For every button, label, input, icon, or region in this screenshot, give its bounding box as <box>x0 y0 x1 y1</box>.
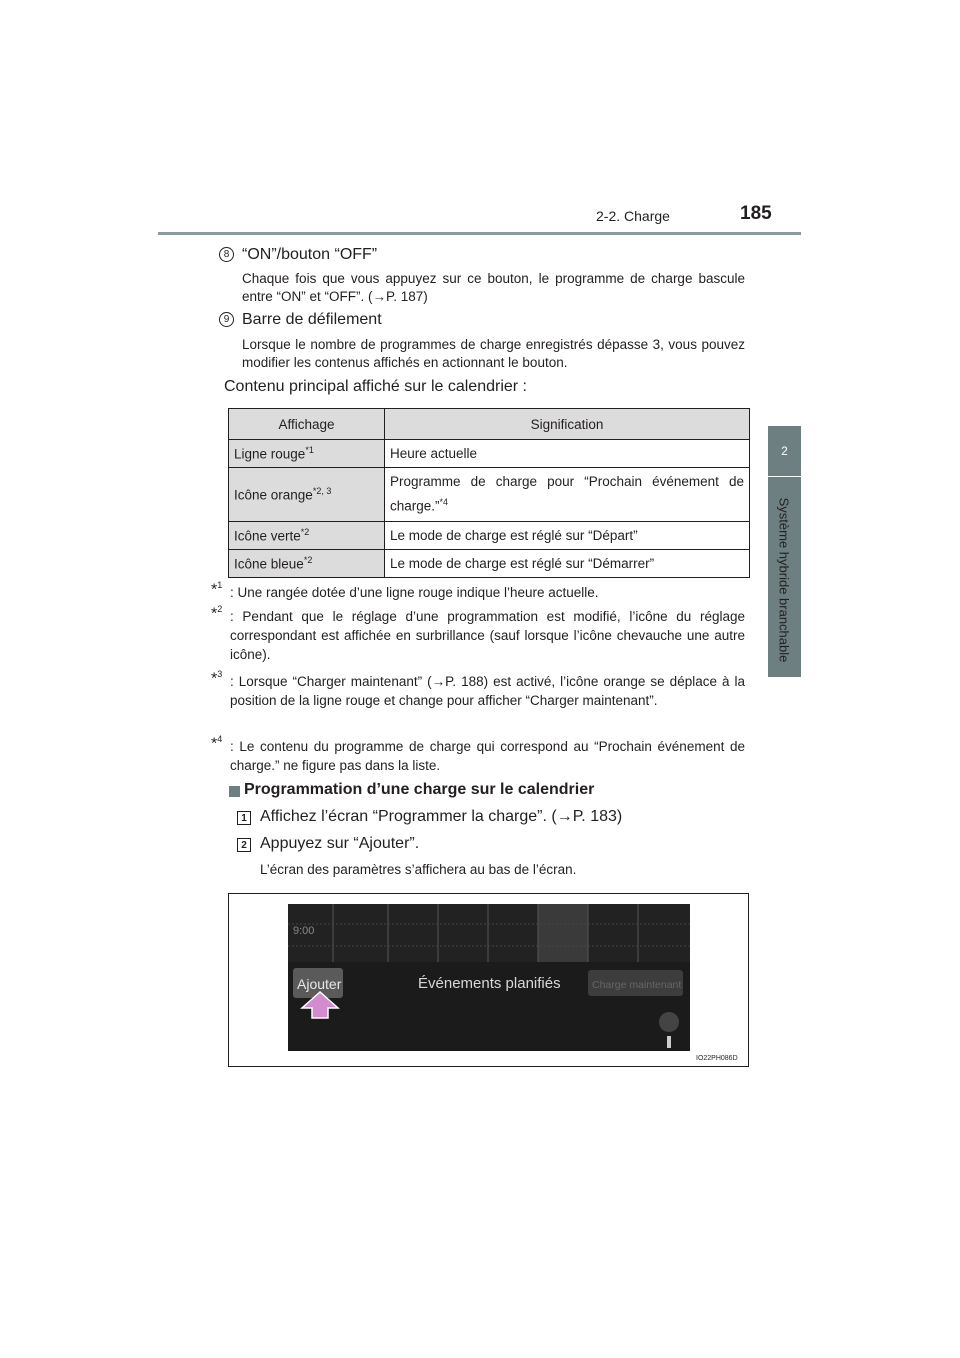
step-1-text: Affichez l’écran “Programmer la charge”. (→P. 183) <box>260 808 623 825</box>
footnote-4-marker: *$^4$ <box>211 734 223 753</box>
screen-graphic <box>288 904 690 1051</box>
step-2-text: Appuyez sur “Ajouter”. <box>260 835 420 852</box>
section-heading: 2-2. Charge <box>596 208 670 224</box>
table-header-cell: Affichage <box>229 409 385 440</box>
round-icon <box>659 1012 679 1032</box>
section-title: Programmation d’une charge sur le calendrier <box>244 781 595 798</box>
table-cell-display: Ligne rouge$^{*1}$ <box>229 440 385 468</box>
table-cell-display: Icône verte$^{*2}$ <box>229 521 385 549</box>
time-label: 9:00 <box>293 925 315 937</box>
table-cell-meaning: Le mode de charge est réglé sur “Démarrer” <box>385 549 750 577</box>
charge-now-label: Charge maintenant <box>592 979 682 991</box>
table-header-cell: Signification <box>385 409 750 440</box>
item-8-title: “ON”/bouton “OFF” <box>242 246 378 263</box>
header-rule <box>158 232 801 235</box>
table-cell-meaning: Programme de charge pour “Prochain événement de charge.”$^{*4}$ <box>385 468 750 522</box>
footnote-2-text: : Pendant que le réglage d’une programmation est modifié, l’icône du réglage correspondant est affichée en surbrillance (sauf lorsque l’icône chevauche une autre icône). <box>230 609 745 662</box>
add-button-label: Ajouter <box>297 976 342 992</box>
figure-code: IO22PH086D <box>696 1055 738 1062</box>
footnote-4-text: : Le contenu du programme de charge qui correspond au “Prochain événement de charge.” ne figure pas dans la liste. <box>230 739 745 773</box>
section-bullet <box>229 786 240 797</box>
table-row <box>229 521 750 549</box>
table-row <box>229 549 750 577</box>
item-8-text: Chaque fois que vous appuyez sur ce bouton, le programme de charge bascule entre “ON” et “OFF”. (→P. 187) <box>242 271 745 304</box>
item-9-title: Barre de défilement <box>242 311 382 328</box>
scroll-indicator <box>667 1036 671 1048</box>
step-2-marker: 2 <box>237 838 251 852</box>
table-cell-display: Icône orange$^{*2, 3}$ <box>229 468 385 522</box>
screen-title: Événements planifiés <box>418 975 561 992</box>
page-number: 185 <box>740 203 772 224</box>
step-1-marker: 1 <box>237 811 251 825</box>
callout-8-marker: 8 <box>219 247 234 262</box>
chapter-title: Système hybride branchable <box>776 497 792 663</box>
footnote-3-marker: *$^3$ <box>211 669 223 688</box>
table-intro: Contenu principal affiché sur le calendrier : <box>224 378 527 395</box>
chapter-tab: 2 <box>768 426 801 476</box>
callout-9-marker: 9 <box>219 312 234 327</box>
screen-image <box>288 904 690 1051</box>
step-note: L’écran des paramètres s’affichera au bas de l’écran. <box>260 862 577 877</box>
display-table <box>228 408 750 578</box>
table-row <box>229 468 750 522</box>
footnote-2-marker: *$^2$ <box>211 604 223 623</box>
table-cell-meaning: Le mode de charge est réglé sur “Départ” <box>385 521 750 549</box>
footnote-3-text: : Lorsque “Charger maintenant” (→P. 188) est activé, l’icône orange se déplace à la position de la ligne rouge et change pour afficher “Charger maintenant”. <box>230 674 745 708</box>
footnote-1-marker: *$^1$ <box>211 580 223 599</box>
table-header-row <box>229 409 750 440</box>
table-cell-display: Icône bleue$^{*2}$ <box>229 549 385 577</box>
table-row <box>229 440 750 468</box>
item-9-text: Lorsque le nombre de programmes de charge enregistrés dépasse 3, vous pouvez modifier les contenus affichés en actionnant le bouton. <box>242 337 745 370</box>
footnote-1-text: : Une rangée dotée d’une ligne rouge indique l’heure actuelle. <box>230 585 599 600</box>
table-cell-meaning: Heure actuelle <box>385 440 750 468</box>
